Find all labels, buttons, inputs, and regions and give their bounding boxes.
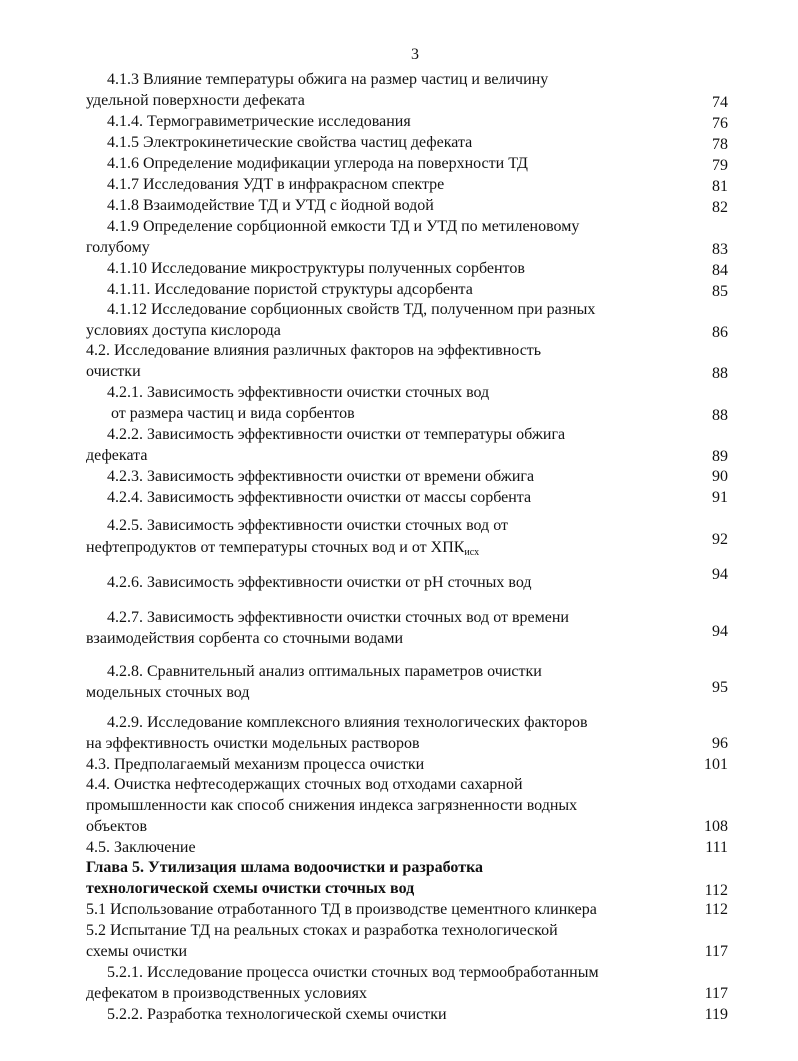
toc-entry-page-number: 83: [712, 241, 728, 258]
toc-entry-title-text: дефекатом в производственных условиях: [86, 985, 367, 1002]
toc-entry-title-line: [107, 174, 444, 195]
toc-entry-title-text: 4.1.8 Взаимодействие ТД и УТД с йодной водой: [107, 197, 434, 214]
toc-entry-title-line: [86, 628, 403, 649]
toc-entry-title-text: 4.2.6. Зависимость эффективности очистки от pH сточных вод: [107, 574, 532, 591]
toc-entry-title-line: [107, 962, 599, 983]
toc-entry-title-text: от размера частиц и вида сорбентов: [111, 405, 355, 422]
toc-entry-title-text: 4.2.5. Зависимость эффективности очистки сточных вод от: [107, 517, 508, 534]
toc-entry-page-number: 112: [704, 901, 728, 918]
toc-entry-title-text: голубому: [86, 239, 150, 256]
toc-entry-title-text: взаимодействия сорбента со сточными водами: [86, 630, 404, 647]
toc-entry-title-text: схемы очистки: [86, 943, 188, 960]
toc-entry-title-text: 4.1.7 Исследования УДТ в инфракрасном спектре: [107, 176, 445, 193]
toc-entry-page-number: 94: [712, 623, 728, 640]
toc-entry-page-number: 78: [712, 136, 728, 153]
toc-entry-title-line: [107, 69, 548, 90]
toc-entry-title-text: 4.1.10 Исследование микроструктуры полученных сорбентов: [107, 260, 525, 277]
toc-entry-title-text: 4.1.12 Исследование сорбционных свойств ТД, полученном при разных: [107, 301, 596, 318]
toc-entry-title-text: 5.2 Испытание ТД на реальных стоках и разработка технологической: [86, 922, 558, 939]
toc-entry-title-text: условиях доступа кислорода: [86, 322, 281, 339]
toc-entry-title-text: 4.2.8. Сравнительный анализ оптимальных параметров очистки: [107, 663, 542, 680]
toc-entry-title-line: [86, 857, 483, 878]
toc-entry-title-text: 4.2.7. Зависимость эффективности очистки сточных вод от времени: [107, 609, 569, 626]
toc-entry-page-number: 91: [712, 489, 728, 506]
toc-entry-title-line: [86, 899, 597, 920]
toc-entry-title-line: [86, 682, 249, 703]
toc-entry-title-text: модельных сточных вод: [86, 684, 250, 701]
toc-entry-title-line: [86, 733, 420, 754]
toc-entry-title-line: [86, 878, 414, 899]
toc-entry-title-line: [107, 132, 472, 153]
toc-entry-title-line: [107, 111, 411, 132]
toc-entry-page-number: 89: [712, 448, 728, 465]
toc-entry-title-line: [107, 153, 528, 174]
toc-entry-page-number: 79: [712, 157, 728, 174]
toc-entry-title-line: [86, 320, 281, 341]
toc-entry-title-line: [86, 774, 523, 795]
toc-entry-title-line: [86, 237, 150, 258]
toc-entry-title-line: [86, 537, 479, 558]
toc-entry-title-text: 4.3. Предполагаемый механизм процесса очистки: [86, 756, 425, 773]
toc-entry-title-line: [111, 403, 355, 424]
toc-entry-title-line: [86, 90, 305, 111]
toc-entry-title-line: [86, 837, 196, 858]
toc-entry-title-line: [86, 920, 558, 941]
toc-entry-title-text: 4.4. Очистка нефтесодержащих сточных вод отходами сахарной: [86, 776, 523, 793]
toc-entry-page-number: 88: [712, 407, 728, 424]
toc-entry-title-text: 4.2. Исследование влияния различных факторов на эффективность: [86, 342, 542, 359]
toc-entry-title-text: нефтепродуктов от температуры сточных вод и от ХПК: [86, 539, 465, 556]
toc-entry-page-number: 101: [704, 756, 728, 773]
toc-entry-title-line: [86, 361, 141, 382]
toc-entry-page-number: 90: [712, 468, 728, 485]
toc-entry-title-line: [107, 216, 579, 237]
toc-entry-title-line: [107, 1004, 447, 1025]
toc-entry-title-line: [107, 572, 532, 593]
toc-entry-title-text: промышленности как способ снижения индекса загрязненности водных: [86, 797, 578, 814]
toc-entry-page-number: 92: [712, 531, 728, 548]
toc-entry-title-text: технологической схемы очистки сточных вод: [86, 880, 415, 897]
toc-entry-title-text: 4.1.4. Термогравиметрические исследования: [107, 113, 411, 130]
toc-entry-page-number: 84: [712, 262, 728, 279]
toc-entry-title-line: [86, 816, 147, 837]
toc-entry-title-line: [107, 487, 531, 508]
toc-entry-title-line: [107, 299, 595, 320]
toc-entry-title-text: 5.2.1. Исследование процесса очистки сточных вод термообработанным: [107, 964, 599, 981]
toc-entry-title-text: Глава 5. Утилизация шлама водоочистки и разработка: [86, 859, 484, 876]
toc-entry-title-line: [107, 382, 489, 403]
toc-entry-subscript: исх: [464, 547, 480, 558]
toc-entry-title-text: 4.2.3. Зависимость эффективности очистки от времени обжига: [107, 468, 535, 485]
toc-entry-page-number: 117: [704, 943, 728, 960]
toc-entry-title-text: 4.1.3 Влияние температуры обжига на размер частиц и величину: [107, 71, 549, 88]
toc-entry-page-number: 81: [712, 178, 728, 195]
toc-entry-title-line: [107, 258, 525, 279]
toc-entry-page-number: 108: [704, 818, 728, 835]
toc-entry-page-number: 111: [705, 839, 728, 856]
toc-entry-title-line: [107, 515, 508, 536]
toc-entry-title-line: [107, 607, 569, 628]
toc-entry-page-number: 94: [712, 566, 728, 583]
toc-entry-title-line: [86, 754, 424, 775]
toc-entry-title-text: 4.1.5 Электрокинетические свойства частиц дефеката: [107, 134, 473, 151]
toc-entry-title-line: [107, 279, 473, 300]
toc-entry-title-text: дефеката: [86, 447, 148, 464]
toc-entry-page-number: 86: [712, 324, 728, 341]
toc-entry-title-line: [107, 195, 434, 216]
toc-entry-title-text: 4.1.6 Определение модификации углерода на поверхности ТД: [107, 155, 528, 172]
toc-entry-title-line: [107, 466, 534, 487]
toc-entry-title-text: 4.2.9. Исследование комплексного влияния технологических факторов: [107, 714, 588, 731]
toc-entry-title-text: 4.2.1. Зависимость эффективности очистки сточных вод: [107, 384, 490, 401]
toc-entry-page-number: 74: [712, 94, 728, 111]
toc-entry-page-number: 82: [712, 199, 728, 216]
toc-entry-page-number: 96: [712, 735, 728, 752]
toc-entry-title-text: 4.2.4. Зависимость эффективности очистки от массы сорбента: [107, 489, 532, 506]
toc-entry-title-line: [86, 941, 187, 962]
toc-entry-page-number: 95: [712, 679, 728, 696]
toc-entry-title-text: очистки: [86, 363, 141, 380]
toc-entry-title-line: [107, 424, 565, 445]
toc-entry-title-text: 4.1.9 Определение сорбционной емкости ТД и УТД по метиленовому: [107, 218, 580, 235]
toc-entry-page-number: 119: [704, 1006, 728, 1023]
toc-entry-page-number: 76: [712, 115, 728, 132]
toc-entry-title-text: 5.2.2. Разработка технологической схемы очистки: [107, 1006, 447, 1023]
toc-entry-page-number: 85: [712, 283, 728, 300]
toc-entry-page-number: 117: [704, 985, 728, 1002]
toc-entry-title-text: на эффективность очистки модельных растворов: [86, 735, 420, 752]
toc-entry-title-text: объектов: [86, 818, 148, 835]
toc-entry-title-text: 4.5. Заключение: [86, 839, 196, 856]
toc-entry-title-line: [86, 445, 147, 466]
toc-entry-title-line: [86, 983, 367, 1004]
page-number: 3: [411, 46, 419, 63]
toc-entry-page-number: 88: [712, 365, 728, 382]
toc-entry-title-text: 4.2.2. Зависимость эффективности очистки от температуры обжига: [107, 426, 566, 443]
toc-entry-title-line: [86, 340, 541, 361]
toc-entry-title-line: [107, 712, 588, 733]
toc-entry-title-line: [107, 661, 542, 682]
toc-entry-page-number: 112: [704, 882, 728, 899]
toc-entry-title-text: 4.1.11. Исследование пористой структуры адсорбента: [107, 281, 473, 298]
toc-entry-title-line: [86, 795, 577, 816]
toc-entry-title-text: 5.1 Использование отработанного ТД в производстве цементного клинкера: [86, 901, 597, 918]
toc-entry-title-text: удельной поверхности дефеката: [86, 92, 305, 109]
